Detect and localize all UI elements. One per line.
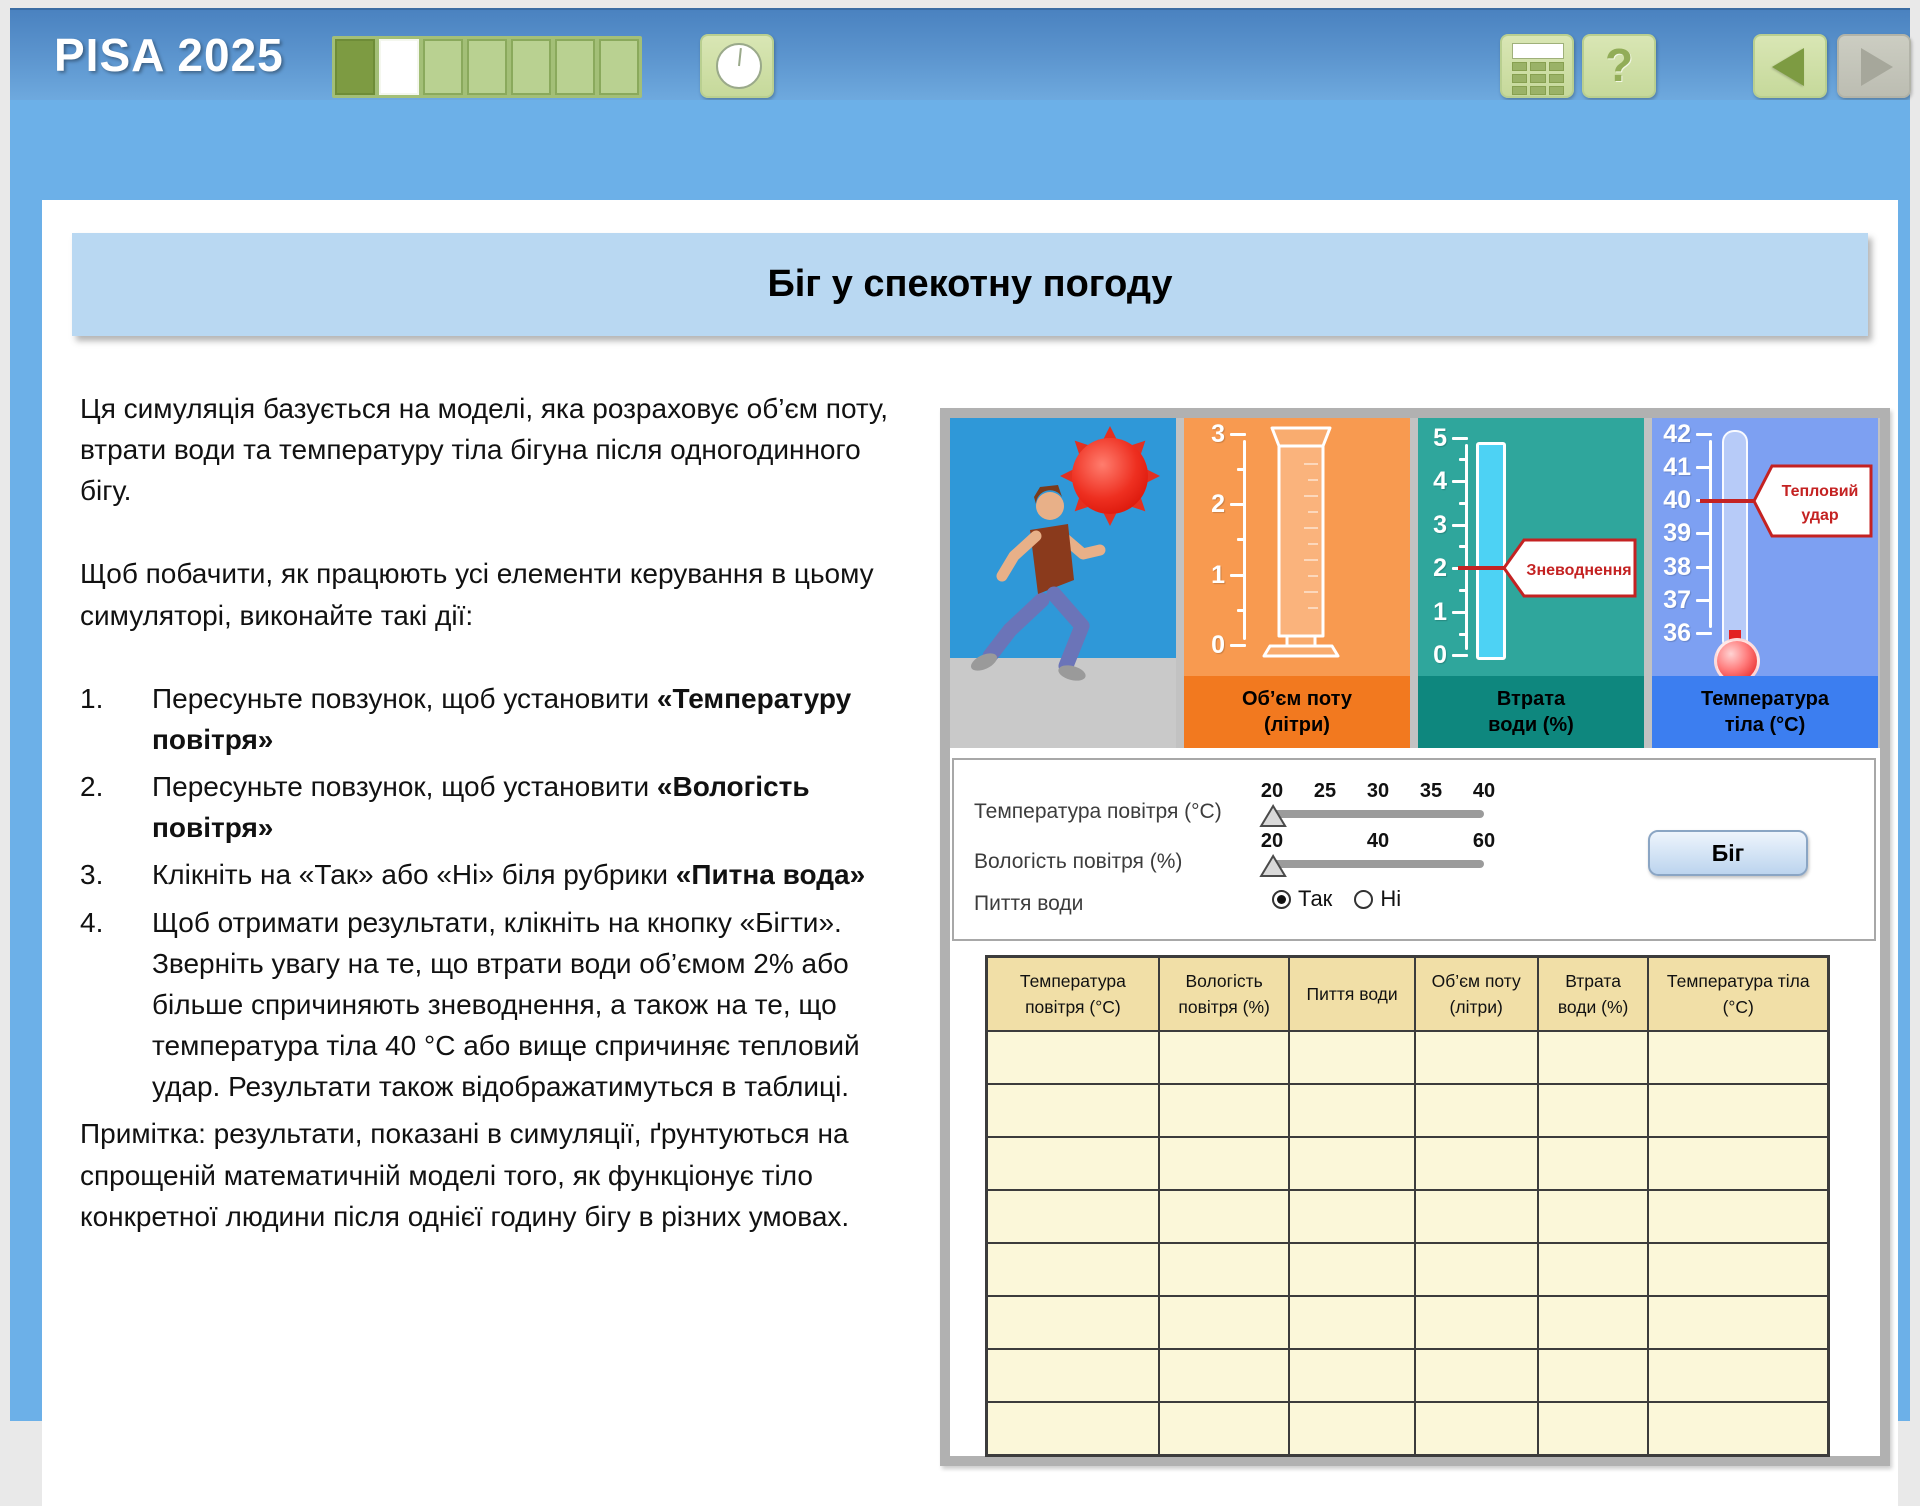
back-button[interactable] [1753,34,1827,98]
simulation-panel [940,408,1890,1466]
instruction-steps [80,678,898,1108]
results-table-header-row [987,957,1828,1031]
slider-tick-label: 20 [1260,780,1284,802]
results-table-cell [1648,1243,1828,1296]
results-table-cell [1538,1190,1649,1243]
setup-paragraph: Щоб побачити, як працюють усі елементи керування в цьому симуляторі, виконайте такі дії: [80,558,874,631]
results-table-cell [1159,1137,1290,1190]
results-table-header-cell: Втрата води (%) [1538,957,1649,1031]
progress-square-todo [511,39,551,95]
air-temperature-label: Температура повітря (°C) [974,800,1222,823]
results-table-cell [1159,1349,1290,1402]
results-table-cell [1289,1243,1414,1296]
progress-square-todo [599,39,639,95]
progress-square-todo [467,39,507,95]
results-table-cell [987,1084,1159,1137]
results-table-cell [1415,1084,1538,1137]
results-table-cell [1415,1031,1538,1084]
temperature-scale: 42 41 40 39 38 37 36 [1656,434,1712,634]
results-table-cell [987,1402,1159,1455]
results-table-header-cell: Температура тіла (°C) [1648,957,1828,1031]
results-table-cell [1289,1349,1414,1402]
results-table-cell [1159,1243,1290,1296]
intro-paragraph: Ця симуляція базується на моделі, яка розраховує об’єм поту, втрати води та температуру тіла бігуна після одногодинного бігу. [80,393,889,507]
body-temperature-gauge [1652,418,1878,748]
help-button[interactable] [1582,34,1656,98]
results-table-header-cell: Температура повітря (°C) [987,957,1159,1031]
sun-icon [1060,426,1160,526]
app-brand: PISA 2025 [54,29,284,81]
run-button[interactable]: Біг [1648,830,1808,876]
results-table-cell [1538,1084,1649,1137]
results-table-cell [1538,1243,1649,1296]
results-table-cell [1648,1296,1828,1349]
results-table-cell [1159,1190,1290,1243]
heatstroke-tag [1752,464,1874,538]
note-paragraph: Примітка: результати, показані в симуляції, ґрунтуються на спрощеній математичній моделі того, як функціонує тіло конкретної людини після однієї годину бігу в різних умовах. [80,1118,850,1232]
measuring-cylinder-icon [1256,424,1346,664]
arrow-right-icon [1861,48,1893,86]
water-loss-scale: 5 4 3 2 1 0 [1424,438,1468,656]
thermometer-bulb-icon [1714,638,1760,676]
results-table-row [987,1084,1828,1137]
svg-text:Тепловий: Тепловий [1781,483,1859,500]
question-mark-icon: ? [1604,39,1634,91]
results-table-cell [1415,1137,1538,1190]
results-table-row [987,1296,1828,1349]
results-table-cell [1648,1137,1828,1190]
air-temperature-slider-thumb[interactable] [1259,804,1287,828]
instruction-step: 2. Пересуньте повзунок, щоб установити «Вологість повітря» [80,771,810,844]
results-table-cell [1538,1402,1649,1455]
results-table-row [987,1243,1828,1296]
results-table-cell [987,1349,1159,1402]
results-table-header-cell: Об’єм поту (літри) [1415,957,1538,1031]
results-table-cell [1159,1031,1290,1084]
progress-square-done [335,39,375,95]
results-table-cell [1415,1349,1538,1402]
timer-button[interactable] [700,34,774,98]
content-panel [42,200,1898,1506]
dehydration-marker-line [1458,566,1506,570]
instruction-step: 3. Клікніть на «Так» або «Ні» біля рубрики «Питна вода» [80,859,866,891]
controls-panel [952,758,1876,941]
progress-square-current [379,39,419,95]
page-title: Біг у спекотну погоду [767,263,1173,305]
results-table-cell [987,1243,1159,1296]
slider-tick-label: 60 [1472,830,1496,852]
thermometer-icon [1722,430,1748,646]
slider-tick-label: 25 [1313,780,1337,802]
title-banner [72,233,1868,336]
results-table-cell [1415,1243,1538,1296]
results-table-row [987,1031,1828,1084]
results-table-cell [1415,1402,1538,1455]
svg-text:Зневоднення: Зневоднення [1526,562,1632,579]
air-temperature-slider[interactable] [1260,780,1496,836]
heatstroke-marker-line [1700,499,1756,503]
instructions-text [80,388,898,1279]
progress-square-todo [555,39,595,95]
results-table-cell [987,1137,1159,1190]
results-table-cell [1159,1084,1290,1137]
radio-option-yes[interactable]: Так [1272,886,1332,912]
results-table-cell [1289,1296,1414,1349]
drinking-water-label: Пиття води [974,892,1084,915]
slider-tick-label: 30 [1366,780,1390,802]
results-table-cell [1289,1084,1414,1137]
results-table-cell [1648,1190,1828,1243]
results-table-header-cell: Пиття води [1289,957,1414,1031]
results-table-body [987,1031,1828,1455]
body-temperature-gauge-label: Температура тіла (°C) [1652,676,1878,748]
results-table-cell [1415,1190,1538,1243]
water-loss-gauge [1418,418,1644,748]
arrow-left-icon [1772,48,1804,86]
results-table-cell [1538,1137,1649,1190]
app-header [10,8,1910,100]
results-table-cell [1648,1084,1828,1137]
results-table-cell [1289,1402,1414,1455]
results-table-cell [1648,1402,1828,1455]
dehydration-tag [1502,538,1638,598]
results-table-cell [987,1190,1159,1243]
radio-yes-icon[interactable] [1272,890,1291,909]
sweat-gauge-label: Об’єм поту (літри) [1184,676,1410,748]
svg-text:удар: удар [1801,507,1839,524]
results-table-cell [1648,1031,1828,1084]
air-humidity-slider-track[interactable] [1272,860,1484,868]
results-table-cell [1648,1349,1828,1402]
drinking-water-radio-group [1272,886,1401,912]
results-table-cell [1289,1137,1414,1190]
sweat-volume-gauge [1184,418,1410,748]
results-table-row [987,1190,1828,1243]
results-table-cell [1159,1296,1290,1349]
radio-option-no[interactable]: Ні [1354,886,1401,912]
results-table-cell [1289,1031,1414,1084]
progress-indicator [332,36,642,98]
forward-button-disabled[interactable] [1837,34,1911,98]
results-table [985,955,1830,1457]
results-table-cell [1159,1402,1290,1455]
slider-tick-label: 20 [1260,830,1284,852]
sweat-scale: 3 2 1 0 [1194,434,1246,646]
results-table-cell [1538,1349,1649,1402]
gauges-row [950,418,1880,748]
results-table-row [987,1349,1828,1402]
progress-square-todo [423,39,463,95]
slider-tick-label: 35 [1419,780,1443,802]
air-temperature-slider-track[interactable] [1272,810,1484,818]
slider-tick-label: 40 [1366,830,1390,852]
water-loss-gauge-label: Втрата води (%) [1418,676,1644,748]
air-humidity-label: Вологість повітря (%) [974,850,1183,873]
results-table-cell [1289,1190,1414,1243]
calculator-button[interactable] [1500,34,1574,98]
results-table-row [987,1137,1828,1190]
slider-tick-label: 40 [1472,780,1496,802]
results-table-cell [1538,1031,1649,1084]
results-table-row [987,1402,1828,1455]
radio-no-icon[interactable] [1354,890,1373,909]
clock-icon [716,43,762,89]
calculator-icon [1512,43,1564,59]
air-humidity-slider-thumb[interactable] [1259,854,1287,878]
results-table-header-cell: Вологість повітря (%) [1159,957,1290,1031]
instruction-step: 1. Пересуньте повзунок, щоб установити «Температуру повітря» [80,682,852,755]
results-table-cell [1538,1296,1649,1349]
runner-scene [950,418,1176,748]
results-table-cell [987,1296,1159,1349]
content-frame [10,100,1910,1421]
runner-illustration [950,418,1176,748]
air-humidity-slider[interactable] [1260,830,1496,886]
results-table-cell [987,1031,1159,1084]
instruction-step: 4. Щоб отримати результати, клікніть на кнопку «Бігти». Зверніть увагу на те, що втрати води об’ємом 2% або більше спричиняють зневоднення, а також на те, що температура тіла 40 °C або вище спричиняє тепловий удар. Результати також відображатимуться в таблиці. [80,906,860,1103]
results-table-cell [1415,1296,1538,1349]
